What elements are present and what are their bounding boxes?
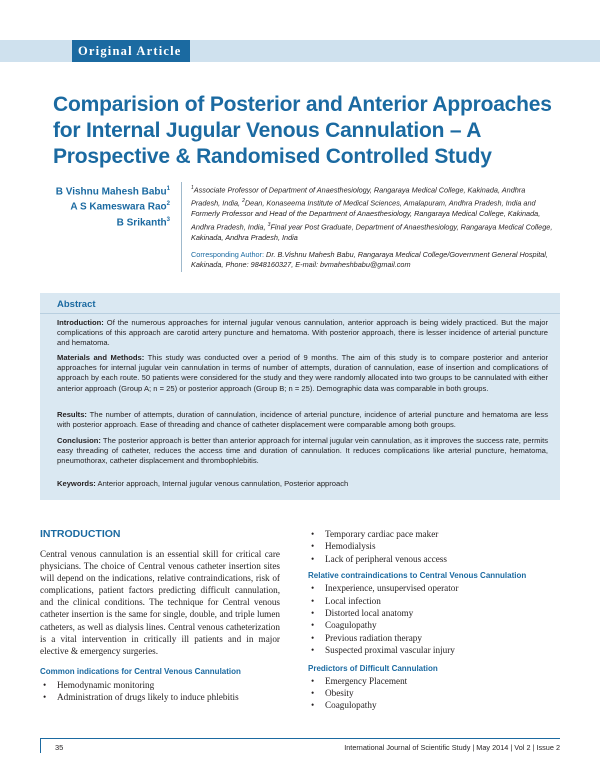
left-column (40, 528, 280, 704)
abstract-introduction: Introduction: Of the numerous approaches for internal jugular venous cannulation, anterior approach is being widely practiced. But the major complications of this approach are carotid artery puncture and hematoma. With posterior approach, there is lesser incidence of arterial puncture and hematoma. (57, 318, 548, 348)
list-item: • Coagulopathy (311, 620, 377, 631)
introduction-body: Central venous cannulation is an essential skill for critical care physicians. The choice of Central venous catheter insertion sites will depend on the indications, relative contraindications, risk of complications, patient factors predicting difficult cannulation, and the clinical conditions. The technique for Central venous catheter insertion is the same for single, double, and triple lumen catheters, as well as dialysis lines. Central venous catheterization is a vital intervention in critically ill patients and in major elective & emergency surgeries. (40, 549, 280, 656)
author-2: A S Kameswara Rao$^2$ (70, 201, 170, 213)
footer-rule (40, 738, 560, 739)
list-item: • Previous radiation therapy (311, 632, 422, 643)
list-item: • Lack of peripheral venous access (311, 553, 447, 564)
author-list (40, 183, 170, 229)
footer-page-marker (40, 739, 50, 753)
list-item: • Distorted local anatomy (311, 608, 414, 619)
predictors-list (308, 675, 563, 712)
abstract-divider (40, 313, 560, 314)
list-item: • Administration of drugs likely to induce phlebitis (43, 692, 239, 703)
list-item: • Temporary cardiac pace maker (311, 529, 439, 539)
abstract-heading: Abstract (57, 299, 96, 310)
list-item: • Local infection (311, 595, 381, 606)
indications-heading: Common indications for Central Venous Cannulation (40, 666, 241, 676)
corresponding-author-label: Corresponding Author: (191, 250, 265, 259)
abstract-conclusion: Conclusion: The posterior approach is better than anterior approach for internal jugular vein cannulation, as it improves the success rate, permits easy threading of catheter, reduces the access time and duration of cannulation. It reduces complications like arterial puncture, hematoma, pneumothorax, catheter displacement and thrombophlebitis. (57, 436, 548, 466)
indications-list-continued (308, 528, 563, 565)
page-number: 35 (55, 743, 64, 752)
list-item: • Coagulopathy (311, 700, 377, 711)
article-type-banner (0, 40, 600, 62)
author-3: B Srikanth$^3$ (116, 216, 170, 228)
article-type-label: Original Article (78, 44, 182, 58)
list-item: • Emergency Placement (311, 675, 408, 686)
author-divider (181, 182, 182, 272)
list-item: • Hemodialysis (311, 541, 376, 552)
list-item: • Inexperience, unsupervised operator (311, 583, 459, 594)
paper-title: Comparision of Posterior and Anterior Approaches for Internal Jugular Venous Cannulation – A Prospective & Randomised Controlled Study (53, 93, 552, 168)
list-item: • Hemodynamic monitoring (43, 679, 155, 690)
affiliations: $^1$Associate Professor of Department of Anaesthesiology, Rangaraya Medical College, Kakinada, Andhra Pradesh, India, $^2$Dean, Konaseema Institute of Medical Sciences, Amalapuram, Andhra Pradesh, India and Formerly Professor and Head of the Department of Anaesthesiology, Rangaraya Medical College, Kakinada, Andhra Pradesh, India, $^3$Final year Post Graduate, Department of Anaesthesiology, Rangaraya Medical College, Kakinada, Andhra Pradesh, India (191, 185, 553, 242)
abstract-keywords: Keywords: Anterior approach, Internal jugular venous cannulation, Posterior approach (57, 479, 349, 488)
abstract-box (40, 293, 560, 500)
right-column (308, 528, 563, 712)
predictors-heading: Predictors of Difficult Cannulation (308, 663, 438, 673)
contraindications-list (308, 582, 563, 656)
corresponding-author: Corresponding Author: Dr. B.Vishnu Mahesh Babu, Rangaraya Medical College/Government General Hospital, Kakinada, Phone: 9848160327, E-mail: bvmaheshbabu@gmail.com (191, 250, 548, 270)
indications-list (40, 679, 280, 704)
introduction-heading: INTRODUCTION (40, 528, 121, 540)
journal-citation: International Journal of Scientific Study | May 2014 | Vol 2 | Issue 2 (344, 743, 560, 752)
abstract-methods: Materials and Methods: This study was conducted over a period of 9 months. The aim of this study is to compare posterior and anterior approaches for internal jugular vein cannulation in terms of number of attempts, duration of cannulation, ease of insertion and complications of approach by each route. 50 patients were considered for the study and they were randomly allocated into two groups to be cannulated with either anterior approach (Group A; n = 25) or posterior approach (Group B; n = 25). Demographic data was comparable in both groups. (57, 353, 548, 393)
abstract-results: Results: The number of attempts, duration of cannulation, incidence of arterial puncture, incidence of arterial puncture and hematoma are less with posterior approach. Ease of threading and chance of catheter displacement were comparable among both groups. (57, 410, 548, 430)
list-item: • Suspected proximal vascular injury (311, 645, 455, 656)
contraindications-heading: Relative contraindications to Central Venous Cannulation (308, 571, 527, 581)
list-item: • Obesity (311, 688, 354, 699)
author-1: B Vishnu Mahesh Babu$^1$ (55, 186, 170, 198)
